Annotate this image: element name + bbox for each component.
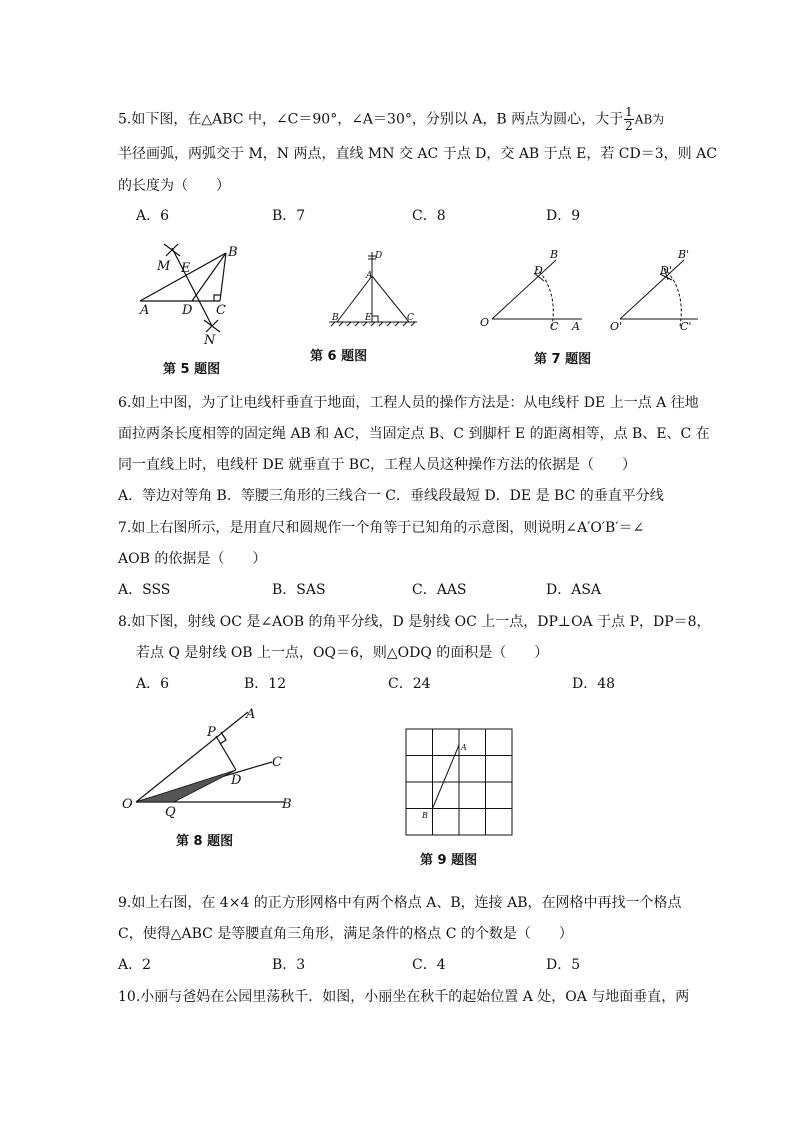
fig6-label-b: B — [332, 313, 339, 323]
fig9-segment-ab — [433, 745, 460, 809]
fig7-label-a: A — [572, 320, 580, 333]
fig5-label-n: N — [204, 333, 216, 348]
fig6-label-d: D — [375, 251, 383, 261]
q6-line3: 同一直线上时，电线杆 DE 就垂直于 BC，工程人员这种操作方法的依据是（ ） — [118, 457, 637, 473]
q9-option-c: C．4 — [412, 957, 446, 973]
figure-9 — [405, 728, 515, 838]
q5-option-b: B．7 — [272, 208, 306, 224]
figure-8 — [120, 704, 300, 820]
fig7-ray-ob — [492, 260, 556, 319]
q8-option-b: B．12 — [244, 676, 287, 692]
fig8-label-a: A — [246, 707, 256, 722]
q10-line1: 10.小丽与爸妈在公园里荡秋千．如图，小丽坐在秋千的起始位置 A 处，OA 与地面垂直，两 — [118, 989, 690, 1005]
q7-option-c: C．AAS — [412, 582, 467, 598]
fig5-label-b: B — [228, 245, 238, 260]
fraction-one-half — [624, 106, 634, 133]
fig8-caption: 第 8 题图 — [176, 834, 234, 849]
q5-option-a: A．6 — [136, 208, 170, 224]
fig6-ground-hatch — [331, 322, 415, 326]
fig7-caption: 第 7 题图 — [534, 352, 592, 367]
fig7-label-b: B — [550, 248, 559, 261]
fig9-caption: 第 9 题图 — [420, 853, 478, 868]
q9-option-b: B．3 — [272, 957, 306, 973]
fig5-label-a: A — [140, 303, 150, 318]
fig7-label-d2: D' — [660, 264, 672, 277]
q8-option-a: A．6 — [136, 676, 170, 692]
q5-line2: 半径画弧，两弧交于 M，N 两点，直线 MN 交 AC 于点 D，交 AB 于点 E，若 CD＝3，则 AC — [118, 146, 717, 162]
fig7-label-c2: C' — [680, 320, 692, 333]
q6-line1: 6.如上中图，为了让电线杆垂直于地面，工程人员的操作方法是：从电线杆 DE 上一点 A 往地 — [118, 395, 699, 411]
q5-line3: 的长度为（ ） — [118, 178, 230, 194]
q7-line1: 7.如上右图所示，是用直尺和圆规作一个角等于已知角的示意图，则说明∠A′O′B′＝∠ — [118, 520, 645, 536]
fig5-label-d: D — [182, 303, 193, 318]
fig5-caption: 第 5 题图 — [163, 362, 221, 377]
fig8-label-d: D — [231, 773, 242, 788]
q9-option-d: D．5 — [546, 957, 581, 973]
fraction-denominator: 2 — [625, 119, 633, 133]
figure-5 — [130, 238, 250, 348]
q9-option-a: A．2 — [118, 957, 152, 973]
fig5-label-m: M — [157, 259, 171, 274]
fig8-label-b: B — [282, 797, 292, 812]
fig9-label-a: A — [461, 743, 467, 752]
q5-line1 — [118, 106, 664, 133]
fig6-right-angle — [372, 316, 378, 322]
fig8-label-c: C — [272, 755, 282, 770]
fig7-label-b2: B' — [678, 248, 690, 261]
q7-line2: AOB 的依据是（ ） — [118, 551, 267, 567]
q6-options: A．等边对等角 B．等腰三角形的三线合一 C．垂线段最短 D．DE 是 BC 的垂直平分线 — [118, 488, 664, 504]
fig9-label-b: B — [422, 811, 428, 820]
q8-option-d: D．48 — [572, 676, 616, 692]
q7-option-b: B．SAS — [272, 582, 326, 598]
fig7-label-d: D — [534, 264, 543, 277]
fig8-label-p: P — [207, 725, 216, 740]
fig5-right-angle — [214, 295, 220, 301]
figure-6 — [325, 248, 425, 328]
q8-line2: 若点 Q 是射线 OB 上一点，OQ＝6，则△ODQ 的面积是（ ） — [136, 645, 549, 661]
q9-line1: 9.如上右图，在 4×4 的正方形网格中有两个格点 A、B，连接 AB，在网格中再找一个格点 — [118, 895, 682, 911]
q7-option-a: A．SSS — [118, 582, 171, 598]
fig7-ray-o2b2 — [620, 260, 684, 319]
q7-option-d: D．ASA — [546, 582, 602, 598]
fig7-label-c: C — [550, 320, 559, 333]
fig6-label-a: A — [366, 271, 373, 281]
fig8-shaded-triangle-odq — [136, 770, 236, 802]
q6-line2: 面拉两条长度相等的固定绳 AB 和 AC，当固定点 B、C 到脚杆 E 的距离相等，点 B、E、C 在 — [118, 426, 710, 442]
q5-line1-tail: AB为 — [634, 112, 665, 127]
fig7-label-o: O — [480, 316, 490, 329]
fig6-label-e: E — [365, 313, 372, 323]
fig5-label-e: E — [181, 261, 191, 276]
fig6-rope-ac — [372, 276, 409, 322]
q5-line1-text: 5.如下图，在△ABC 中，∠C＝90°，∠A＝30°，分别以 A，B 两点为圆心，大于 — [118, 111, 624, 128]
q8-option-c: C．24 — [388, 676, 431, 692]
fraction-numerator: 1 — [625, 105, 633, 119]
fig8-seg-dp — [216, 736, 236, 770]
fig5-arc-m — [164, 244, 180, 256]
q8-line1: 8.如下图，射线 OC 是∠AOB 的角平分线，D 是射线 OC 上一点，DP⊥OA 于点 P，DP＝8， — [118, 614, 711, 630]
q5-option-c: C．8 — [412, 208, 446, 224]
fig6-caption: 第 6 题图 — [310, 349, 368, 364]
fig5-label-c: C — [216, 303, 226, 318]
fig5-arc-n — [204, 320, 220, 332]
fig8-label-o: O — [122, 797, 133, 812]
fig6-label-c: C — [407, 313, 414, 323]
fig7-label-o2: O' — [610, 320, 623, 333]
figure-7 — [478, 246, 708, 346]
q5-option-d: D．9 — [546, 208, 581, 224]
fig8-label-q: Q — [165, 805, 176, 820]
q9-line2: C，使得△ABC 是等腰直角三角形，满足条件的格点 C 的个数是（ ） — [118, 926, 573, 942]
